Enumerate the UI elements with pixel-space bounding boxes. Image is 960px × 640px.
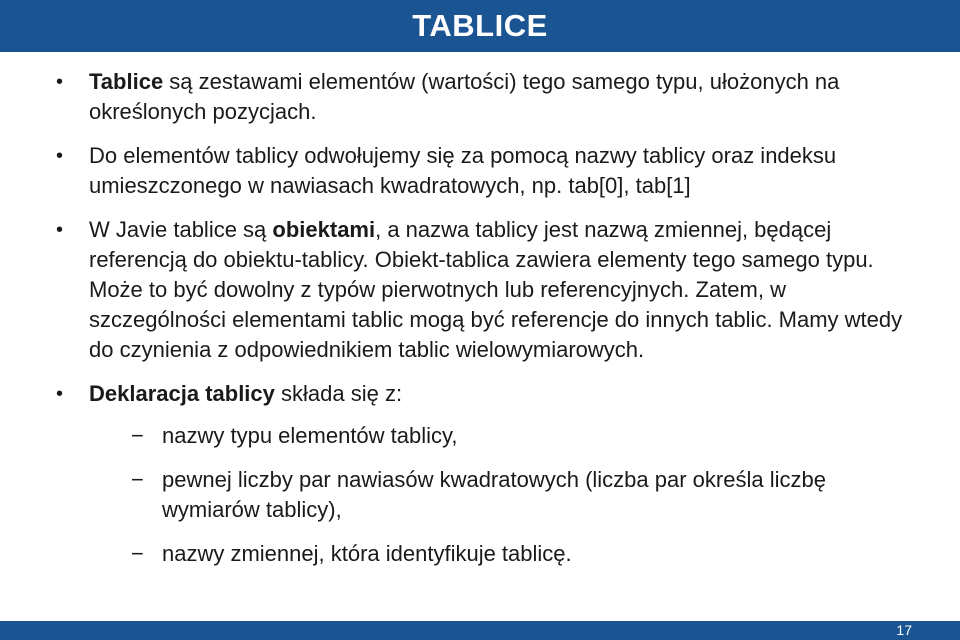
sub-item-text: nazwy zmiennej, która identyfikuje tablicę. — [162, 541, 572, 566]
title-bar — [0, 0, 960, 52]
bullet-text-pre: W Javie tablice są — [89, 217, 273, 242]
bullet-text: składa się z: — [274, 381, 403, 406]
bullet-item-java-objects — [56, 215, 926, 365]
bullet-icon: • — [56, 219, 64, 241]
sub-item-type — [89, 421, 926, 451]
sub-item-text: nazwy typu elementów tablicy, — [162, 423, 458, 448]
bullet-item-definition — [56, 67, 926, 127]
slide-title: TABLICE — [412, 8, 548, 43]
dash-icon: − — [131, 423, 144, 448]
sub-item-text: pewnej liczby par nawiasów kwadratowych (liczba par określa liczbę wymiarów tablicy), — [162, 467, 826, 522]
sub-item-brackets — [89, 465, 926, 525]
bullet-text: Do elementów tablicy odwołujemy się za pomocą nazwy tablicy oraz indeksu umieszczonego w nawiasach kwadratowych, np. tab[0], tab[1] — [89, 143, 837, 198]
term-obiektami: obiektami — [272, 217, 376, 242]
page-number: 17 — [896, 622, 912, 638]
dash-icon: − — [131, 467, 144, 492]
dash-icon: − — [131, 541, 144, 566]
term-deklaracja: Deklaracja tablicy — [89, 381, 275, 406]
bullet-icon: • — [56, 383, 64, 405]
bullet-item-indexing — [56, 141, 926, 201]
sub-item-variable — [89, 539, 926, 569]
bullet-text: są zestawami elementów (wartości) tego samego typu, ułożonych na określonych pozycjach. — [89, 69, 840, 124]
bullet-text-post: , a nazwa tablicy jest nazwą zmiennej, będącej referencją do obiektu-tablicy. Obiekt-tablica zawiera elementy tego samego typu. Może to być dowolny z typów pierwotnych lub referencyjnych. Zatem, w szczególności elementami tablic mogą być referencje do innych tablic. Mamy wtedy do czynienia z odpowiednikiem tablic wielowymiarowych. — [89, 217, 903, 362]
slide-content — [56, 67, 926, 569]
footer-bar — [0, 621, 960, 640]
term-tablice: Tablice — [89, 69, 164, 94]
bullet-icon: • — [56, 145, 64, 167]
declaration-sublist — [89, 421, 926, 569]
bullet-item-declaration — [56, 379, 926, 569]
bullet-icon: • — [56, 71, 64, 93]
